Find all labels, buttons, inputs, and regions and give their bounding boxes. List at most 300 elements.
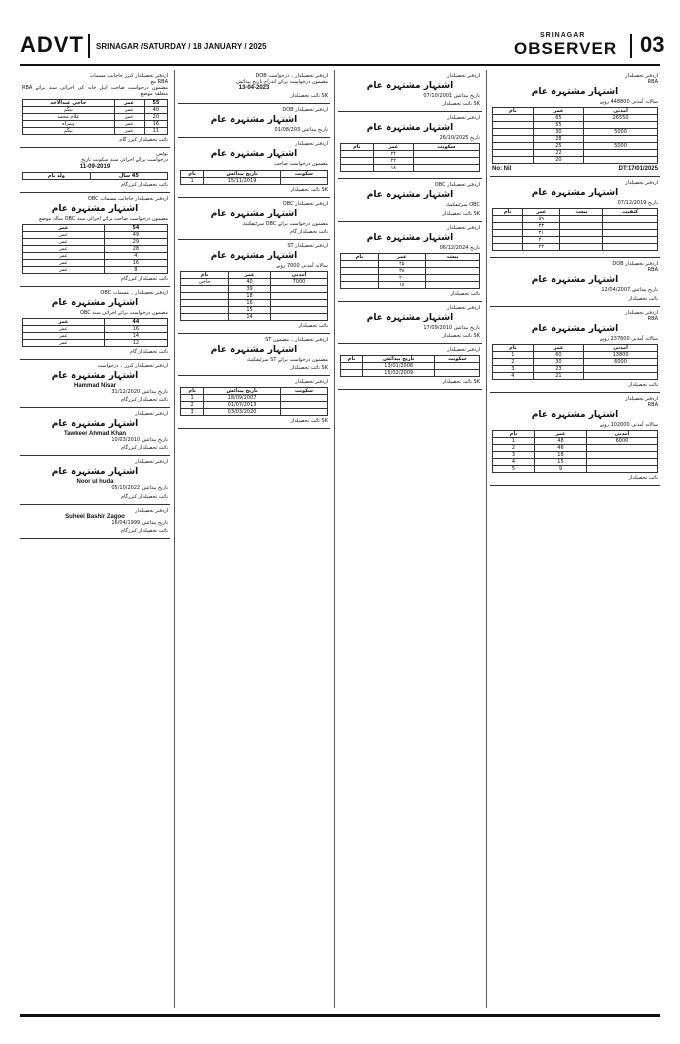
column-divider [174,70,175,1008]
signatory: نائب تحصیلدار [628,295,658,302]
public-notice [490,258,660,306]
table-cell: نام [341,144,374,151]
table-cell: عمر [523,209,560,216]
table-cell [586,459,657,466]
notice-table [492,107,658,164]
notice-body: سالانہ آمدنی 102000 روپے [599,421,658,428]
table-cell: 39 [229,286,271,293]
table-cell: 1 [181,177,204,184]
table-row [493,365,658,372]
table-cell: پیشہ [560,209,603,216]
signatory: نائب تحصیلدار کنزرگام [120,527,168,534]
notice-title: اشتہار مشتہرہ عام [210,115,298,126]
notice-body: مضمون درخواست صاحب برائے اجرائی سند OBC سالہ موضع [39,215,168,222]
signatory: SK نائب تحصیلدار [442,333,480,340]
table-cell: 11 [144,128,167,135]
table-cell: حاجی [181,279,229,286]
table-row [181,286,328,293]
notice-ref [492,166,658,172]
notice-table [180,271,328,321]
signatory: SK نائب تحصیلدار [442,379,480,386]
table-cell [603,244,658,251]
table-row [23,326,168,333]
notice-title: اشتہار مشتہرہ عام [51,467,139,478]
table-cell: عمر [23,326,105,333]
table-cell: 14 [104,333,167,340]
notice-title: اشتہار مشتہرہ عام [531,275,619,286]
table-cell: عمر [229,272,271,279]
table-row [181,293,328,300]
notice-body: مضمون درخواست صاحب اہل خانہ کی اجرائی سند برائے RBA متعلقہ موضع [22,85,168,98]
table-cell: 15 [229,307,271,314]
table-cell [413,151,479,158]
table-cell [181,314,229,321]
public-notice [20,193,170,287]
table-row [181,402,328,409]
notice-header: ازدفتر تحصیلدار [135,411,168,418]
table-cell [425,281,479,288]
table-cell: کیفیت [603,209,658,216]
table-cell: 03/03/2020 [204,409,281,416]
table-cell: ۴۵ [378,260,425,267]
table-cell [584,136,658,143]
table-cell: 5000 [584,129,658,136]
notice-subject: RBA [647,79,658,85]
table-cell: آمدنی [584,108,658,115]
table-row [493,216,658,223]
notice-body: مضمون درخواست برائے OBC سرٹیفکیٹ [242,220,328,227]
table-row [341,274,480,281]
table-cell: تاریخ پیدائش [204,170,281,177]
table-cell: 21 [533,372,583,379]
table-row [181,279,328,286]
notice-header: ازدفتر تحصیلدار [447,73,480,79]
notice-body: درخواست برائے اجرائی سند سکونت تاریخ [81,157,168,164]
notice-table [22,318,168,347]
notice-title: اشتہار مشتہرہ عام [531,87,619,97]
table-row [493,459,658,466]
column-divider [486,70,487,1008]
notice-title: اشتہار مشتہرہ عام [366,123,454,134]
notice-subject: RBA [647,315,658,322]
table-cell: 1 [181,395,204,402]
table-cell: 15/02/2009 [363,370,435,377]
public-notice [338,112,482,179]
table-row [493,209,658,216]
table-cell [586,445,657,452]
notice-header: نوٹس [156,151,168,158]
table-cell: عمر [114,121,144,128]
table-row [341,281,480,288]
table-cell [493,223,523,230]
table-row [23,107,168,114]
notice-body: تاریخ پیدائش 07/10/2001 [423,93,480,99]
table-cell: 5000 [584,143,658,150]
table-cell: 20 [533,157,583,164]
table-cell: 25 [533,143,583,150]
divider [630,34,632,58]
table-cell: 01/07/2013 [204,402,281,409]
table-cell: 6000 [584,358,658,365]
notice-header: ازدفتر تحصیلدار OBC [434,182,480,189]
notice-title: اشتہار مشتہرہ عام [366,312,454,323]
table-cell: 3 [493,365,534,372]
table-cell: 8 [104,266,167,273]
table-cell [435,370,480,377]
table-cell: ۳۳ [523,223,560,230]
notice-body: تاریخ پیدائش 17/09/2010 [423,324,480,331]
table-row [23,319,168,326]
table-cell: عمر [23,340,105,347]
table-cell: عمر [23,259,105,266]
notice-body: تاریخ پیدائش 10/03/2010 [111,437,168,444]
table-row [23,238,168,245]
table-cell: 15/11/2019 [204,177,281,184]
table-cell: 16 [104,326,167,333]
table-row [23,114,168,121]
table-cell: 4 [493,459,535,466]
notice-date: 11-09-2019 [79,163,111,170]
table-cell: تاریخ پیدائش [363,356,435,363]
signatory: نائب تحصیلدار کنزر گام [119,137,168,144]
table-cell: 9 [535,466,587,473]
table-cell: ۲۴ [373,151,413,158]
public-notice [178,376,330,429]
table-cell: نام [181,388,204,395]
notice-title: اشتہار مشتہرہ عام [51,203,139,214]
table-row [181,272,328,279]
table-cell: بیگم [23,128,115,135]
notice-body: تاریخ 07/12/2019 [617,200,658,207]
notice-body: تاریخ پیدائش 31/12/2020 [111,389,168,396]
signatory: نائب تحصیلدار [628,475,658,482]
notice-header: ازدفتر تحصیلدار [447,347,480,354]
notice-header: ازدفتر تحصیلدار [625,395,658,402]
table-cell: نام [181,170,204,177]
table-cell: سکونت [280,388,327,395]
table-cell: 40 [144,107,167,114]
table-cell [584,365,658,372]
table-cell: 48 [535,438,587,445]
table-cell: 16 [144,121,167,128]
table-cell: حاجی عبدالاحد [23,100,115,107]
table-cell: نام [341,356,363,363]
table-cell: 14 [229,314,271,321]
table-cell [181,293,229,300]
table-cell: 55 [144,100,167,107]
notice-header: ازدفتر تحصیلدار [135,507,168,514]
table-cell: 4 [104,252,167,259]
table-cell [603,237,658,244]
notice-title: اشتہار مشتہرہ عام [531,409,619,420]
table-cell [493,216,523,223]
table-cell: 2 [493,358,534,365]
table-cell [181,286,229,293]
table-cell [270,300,327,307]
signatory: نائب تحصیلدار کنزرگام [120,445,168,452]
notice-header: ازدفتر تحصیلدار [625,73,658,79]
reference-number: No: Nil [492,166,512,173]
public-notice [20,70,170,148]
notice-table [22,172,168,180]
notice-header: ازدفتر تحصیلدار [625,180,658,187]
applicant-name: Tawkeer Ahmad Khan [63,431,126,438]
table-row [493,244,658,251]
notice-header: ازدفتر تحصیلدار کنزر ۔ درخواست [97,363,168,370]
table-cell: سکونت [413,144,479,151]
notice-body: سالانہ آمدنی 237600 روپے [599,335,658,342]
table-cell [493,230,523,237]
notice-table [22,224,168,274]
table-cell [560,237,603,244]
notice-header: ازدفتر تحصیلدار کنزر جاجانب مسمات [89,73,168,79]
public-notice [178,104,330,138]
table-row [23,245,168,252]
table-cell: 1 [493,351,534,358]
table-cell [584,157,658,164]
table-row [493,431,658,438]
notice-header: ازدفتر تحصیلدار [447,304,480,311]
notice-title: اشتہار مشتہرہ عام [210,345,298,356]
table-cell: 3 [493,452,535,459]
table-row [341,363,480,370]
signatory: نائب تحصیلدار [628,381,658,388]
notice-title: اشتہار مشتہرہ عام [51,419,139,430]
table-cell: عمر [378,253,425,260]
signatory: نائب تحصیلدار گام [130,349,168,356]
table-cell: 45 سال [90,172,167,179]
public-notice [20,287,170,360]
table-cell [586,452,657,459]
column-2 [178,70,330,1008]
table-cell [493,150,534,157]
public-notice [490,307,660,393]
notice-body: تاریخ پیدائش 12/04/2007 [601,287,658,294]
divider [88,34,90,58]
table-cell [493,157,534,164]
public-notice [20,456,170,504]
public-notice [490,393,660,486]
table-cell: 44 [104,319,167,326]
table-cell: ہمراہ [23,121,115,128]
table-cell: 2 [181,402,204,409]
table-cell: عمر [23,245,105,252]
notice-subject: RBA [647,401,658,408]
table-row [341,356,480,363]
table-cell: 49 [104,231,167,238]
notice-table [340,253,480,289]
table-cell: نام [493,344,534,351]
table-row [181,395,328,402]
table-cell [493,122,534,129]
table-cell [603,223,658,230]
table-cell [425,267,479,274]
table-row [341,267,480,274]
table-row [23,259,168,266]
table-cell [425,260,479,267]
table-cell [584,150,658,157]
table-cell [181,300,229,307]
table-cell: 13800 [584,351,658,358]
table-row [493,129,658,136]
table-cell: نام [493,209,523,216]
public-notice [20,408,170,456]
public-notice [338,302,482,344]
table-cell [341,363,363,370]
table-cell: 54 [104,224,167,231]
table-cell [413,165,479,172]
table-cell: 6000 [586,438,657,445]
table-cell: 3 [181,409,204,416]
column-3 [338,70,482,1008]
table-row [341,151,480,158]
table-row [493,344,658,351]
table-row [493,157,658,164]
table-row [23,100,168,107]
table-cell [493,129,534,136]
notice-table [492,208,658,251]
table-cell: عمر [23,231,105,238]
table-cell: 18/09/2007 [204,395,281,402]
notice-header: ازدفتر تحصیلدار ۔ مضمون ST [265,337,328,344]
table-cell: 65 [533,115,583,122]
notice-table [22,99,168,135]
table-row [493,372,658,379]
table-cell: عمر [535,431,587,438]
table-cell: آمدنی [584,344,658,351]
notice-header: ازدفتر تحصیلدار ۔ مسمات OBC [100,289,168,296]
table-cell: ۲۳ [523,244,560,251]
table-cell: نام [181,272,229,279]
table-row [23,224,168,231]
table-cell: 30 [533,358,583,365]
table-cell: آمدنی [586,431,657,438]
notice-body: تاریخ 26/10/2025 [439,135,480,142]
table-cell [341,274,379,281]
table-row [23,172,168,179]
table-row [341,144,480,151]
table-row [181,314,328,321]
notice-body: مضمون درخواست برائے اندراج تاریخ پیدائش [236,79,328,85]
notice-table [180,387,328,416]
table-cell: عمر [23,238,105,245]
signatory: SK نائب تحصیلدار [290,186,328,193]
notice-title: اشتہار مشتہرہ عام [51,297,139,308]
public-notice [20,505,170,539]
table-cell: 26550 [584,115,658,122]
public-notice [338,179,482,221]
table-cell: 40 [229,279,271,286]
signatory: نائب تحصیلدار کنزرگام [120,493,168,500]
table-row [181,300,328,307]
dateline: SRINAGAR /SATURDAY / 18 JANUARY / 2025 [96,42,267,51]
signatory: نائب تحصیلدار گام [290,228,328,235]
notice-body: مضمون درخواست برائے اجرائی سند OBC [79,309,168,316]
table-cell [560,230,603,237]
table-cell: 30 [533,129,583,136]
notice-body: سالانہ آمدنی 448800 روپے [599,99,658,105]
table-row [493,150,658,157]
table-row [341,370,480,377]
table-row [493,237,658,244]
signatory: SK نائب تحصیلدار [442,210,480,217]
table-cell: 16 [104,259,167,266]
notice-header: ازدفتر تحصیلدار جاجانب مسمات OBC [87,195,168,202]
public-notice [178,70,330,104]
table-row [23,128,168,135]
table-row [493,108,658,115]
notice-title: اشتہار مشتہرہ عام [531,323,619,334]
table-cell: عمر [114,100,144,107]
notice-title: اشتہار مشتہرہ عام [210,149,298,160]
table-cell: 7000 [270,279,327,286]
table-cell: ۱۸ [373,165,413,172]
table-cell [603,230,658,237]
brand-city: SRINAGAR [540,32,586,39]
notice-body: تاریخ پیدائش 05/10/2022 [111,485,168,492]
table-row [493,115,658,122]
table-cell: عمر [23,224,105,231]
table-cell [560,244,603,251]
table-cell: ولد نام [23,172,91,179]
table-row [181,170,328,177]
public-notice [178,240,330,334]
notice-title: اشتہار مشتہرہ عام [210,250,298,261]
table-cell: 20 [144,114,167,121]
table-cell: عمر [114,114,144,121]
notice-body: OBC سرٹیفکیٹ [446,202,480,209]
table-cell: عمر [23,319,105,326]
notice-header: ازدفتر تحصیلدار ST [287,242,328,249]
table-cell [341,151,374,158]
table-cell [560,216,603,223]
notice-subject: RBA [647,267,658,274]
table-cell [280,177,327,184]
table-cell: 16 [229,300,271,307]
table-cell [341,267,379,274]
table-cell: 60 [533,351,583,358]
table-cell: 23 [533,365,583,372]
table-row [23,333,168,340]
table-row [493,143,658,150]
table-row [181,307,328,314]
public-notice [178,138,330,197]
column-4 [490,70,660,1008]
public-notice [338,70,482,112]
signatory: SK نائب تحصیلدار [290,93,328,100]
table-row [23,231,168,238]
table-cell: غلام محمد [23,114,115,121]
table-cell: 22 [533,150,583,157]
public-notice [20,148,170,192]
signatory: نائب تحصیلدار کنزرگام [120,397,168,404]
table-cell: عمر [23,333,105,340]
table-cell: ۳۰ [523,237,560,244]
table-cell: 28 [104,245,167,252]
table-row [493,452,658,459]
table-cell [341,281,379,288]
brand-logo: OBSERVER [514,39,618,58]
table-row [341,260,480,267]
table-cell [341,370,363,377]
column-1 [20,70,170,1008]
table-row [181,177,328,184]
table-row [23,252,168,259]
table-cell: عمر [373,144,413,151]
notice-table [340,355,480,377]
public-notice [178,334,330,376]
table-cell [270,286,327,293]
